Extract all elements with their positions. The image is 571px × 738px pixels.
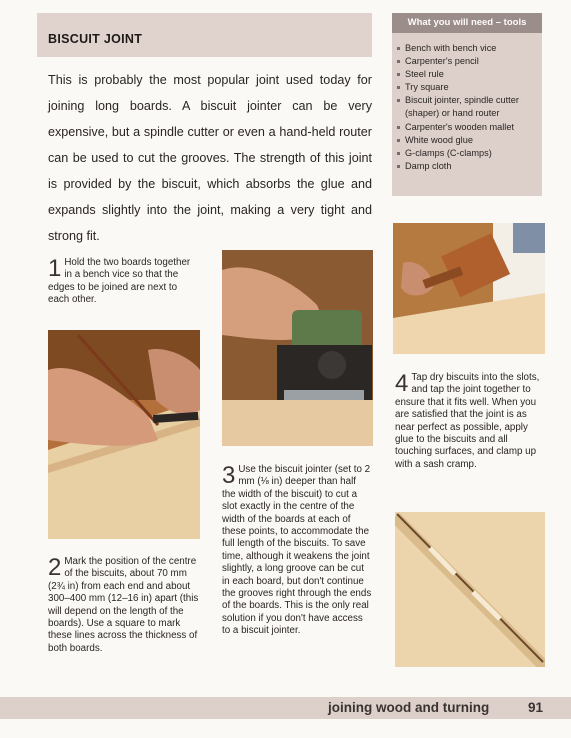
step-3 xyxy=(222,464,372,638)
photo-mallet xyxy=(393,223,545,354)
step-text: Mark the position of the centre of the biscuits, about 70 mm (2¾ in) from each end and about 300–400 mm (12–16 in) apart (this will depend on the length of the boards). Use a square to mark these lines across the thickness of both boards. xyxy=(48,556,199,654)
tool-item: Carpenter's pencil xyxy=(397,55,539,68)
footer-section-title: joining wood and turning xyxy=(328,700,490,715)
bullet-icon xyxy=(397,99,400,102)
photo-marking-boards xyxy=(48,330,200,539)
bullet-icon xyxy=(397,126,400,129)
tool-item: G-clamps (C-clamps) xyxy=(397,147,539,160)
bullet-icon xyxy=(397,86,400,89)
bullet-icon xyxy=(397,139,400,142)
intro-paragraph: This is probably the most popular joint used today for joining long boards. A biscuit jointer can be very expensive, but a spindle cutter or even a hand-held router can be used to cut the grooves. The strength of this joint is provided by the biscuit, which absorbs the glue and expands slightly into the joint, making a very tight and strong fit. xyxy=(48,73,372,243)
tool-item: Steel rule xyxy=(397,68,539,81)
bullet-icon xyxy=(397,73,400,76)
step-number: 1 xyxy=(48,255,62,282)
tool-item: Try square xyxy=(397,81,539,94)
step-text: Use the biscuit jointer (set to 2 mm (⅛ in) deeper than half the width of the biscuit) to cut a slot exactly in the centre of the width of the boards at each of these points, to accommodate the full length of the biscuits. To save time, although it weakens the joint slightly, a long groove can be cut in each board, but don't continue the grooves right through the ends of the boards. This is the only real solution if you don't have access to a biscuit jointer. xyxy=(222,464,372,637)
step-text: Tap dry biscuits into the slots, and tap the joint together to ensure that it fits well. When you are satisfied that the joint is as near perfect as possible, apply glue to the biscuits and all touching surfaces, and clamp up with a sash cramp. xyxy=(395,372,540,470)
tool-item: Damp cloth xyxy=(397,160,539,173)
bullet-icon xyxy=(397,152,400,155)
tool-item: Carpenter's wooden mallet xyxy=(397,121,539,134)
bullet-icon xyxy=(397,47,400,50)
step-number: 3 xyxy=(222,462,236,489)
tool-item: Bench with bench vice xyxy=(397,42,539,55)
bullet-icon xyxy=(397,60,400,63)
step-4 xyxy=(395,372,545,471)
tools-title: What you will need – tools xyxy=(392,13,542,33)
photo-biscuit-jointer xyxy=(222,250,373,446)
page-number: 91 xyxy=(528,700,544,715)
step-text: Hold the two boards together in a bench vice so that the edges to be joined are next to each other. xyxy=(48,257,191,306)
section-heading: BISCUIT JOINT xyxy=(48,32,143,46)
step-number: 2 xyxy=(48,554,62,581)
step-1 xyxy=(48,257,198,307)
bullet-icon xyxy=(397,165,400,168)
step-number: 4 xyxy=(395,370,409,397)
tools-list xyxy=(397,42,539,173)
step-2 xyxy=(48,556,206,655)
photo-biscuits-in-slot xyxy=(395,512,545,667)
tool-item: Biscuit jointer, spindle cutter (shaper) or hand router xyxy=(397,94,539,120)
tool-item: White wood glue xyxy=(397,134,539,147)
